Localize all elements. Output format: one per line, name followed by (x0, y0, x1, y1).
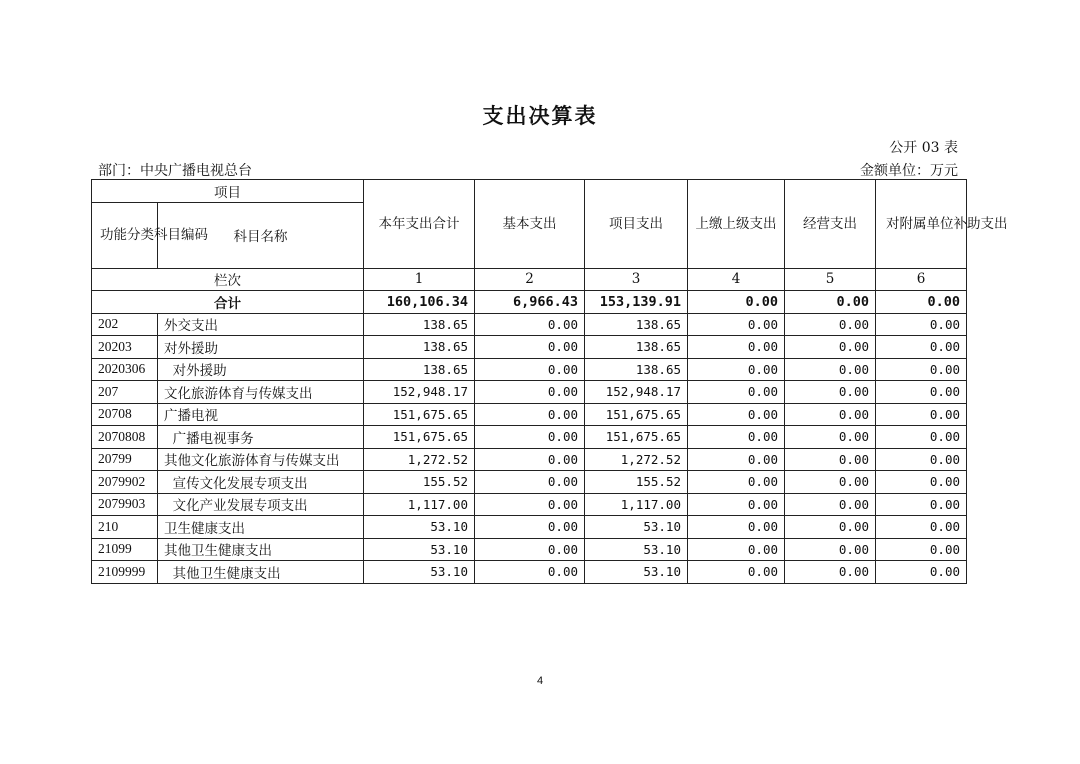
column-header: 项目支出 (585, 180, 688, 269)
amount-cell: 0.00 (475, 561, 585, 584)
subject-code: 20203 (92, 336, 158, 359)
table-row (92, 493, 967, 516)
amount-cell: 0.00 (785, 381, 876, 404)
amount-cell: 0.00 (475, 403, 585, 426)
amount-cell: 138.65 (364, 358, 475, 381)
total-label: 合计 (92, 291, 364, 314)
amount-cell: 0.00 (785, 561, 876, 584)
subject-code: 2079902 (92, 471, 158, 494)
amount-cell: 0.00 (688, 471, 785, 494)
amount-cell: 1,117.00 (585, 493, 688, 516)
amount-cell: 0.00 (876, 403, 967, 426)
amount-cell: 1,272.52 (585, 448, 688, 471)
page-title: 支出决算表 (482, 103, 598, 128)
column-number: 5 (785, 268, 876, 291)
amount-cell: 152,948.17 (364, 381, 475, 404)
amount-cell: 0.00 (876, 426, 967, 449)
column-header: 对附属单位补助支出 (876, 180, 967, 269)
column-header: 上缴上级支出 (688, 180, 785, 269)
subject-code: 20799 (92, 448, 158, 471)
amount-cell: 0.00 (876, 561, 967, 584)
amount-cell: 0.00 (688, 336, 785, 359)
amount-cell: 0.00 (876, 538, 967, 561)
amount-cell: 0.00 (475, 313, 585, 336)
amount-cell: 138.65 (585, 336, 688, 359)
amount-cell: 53.10 (585, 561, 688, 584)
amount-cell: 0.00 (688, 516, 785, 539)
total-value: 153,139.91 (585, 291, 688, 314)
row-index-label: 栏次 (92, 268, 364, 291)
amount-cell: 0.00 (688, 538, 785, 561)
table-row (92, 471, 967, 494)
subject-name: 对外援助 (158, 358, 364, 381)
subject-code: 20708 (92, 403, 158, 426)
subject-code: 21099 (92, 538, 158, 561)
amount-cell: 155.52 (364, 471, 475, 494)
item-group-header: 项目 (92, 180, 364, 203)
amount-cell: 53.10 (364, 561, 475, 584)
subject-code: 2070808 (92, 426, 158, 449)
subject-code: 2079903 (92, 493, 158, 516)
column-number: 3 (585, 268, 688, 291)
amount-cell: 0.00 (876, 336, 967, 359)
amount-cell: 53.10 (585, 538, 688, 561)
subject-code: 207 (92, 381, 158, 404)
total-row (92, 291, 967, 314)
amount-cell: 151,675.65 (585, 403, 688, 426)
amount-cell: 1,117.00 (364, 493, 475, 516)
amount-cell: 0.00 (785, 358, 876, 381)
amount-cell: 0.00 (785, 516, 876, 539)
amount-cell: 53.10 (585, 516, 688, 539)
amount-cell: 138.65 (364, 336, 475, 359)
amount-cell: 0.00 (785, 493, 876, 516)
amount-cell: 151,675.65 (585, 426, 688, 449)
subject-code: 202 (92, 313, 158, 336)
amount-cell: 0.00 (876, 358, 967, 381)
amount-cell: 152,948.17 (585, 381, 688, 404)
column-number: 6 (876, 268, 967, 291)
table-row (92, 426, 967, 449)
table-row (92, 381, 967, 404)
amount-cell: 0.00 (688, 426, 785, 449)
subject-code: 2109999 (92, 561, 158, 584)
amount-cell: 138.65 (585, 358, 688, 381)
table-row (92, 448, 967, 471)
amount-cell: 0.00 (475, 336, 585, 359)
amount-cell: 0.00 (688, 358, 785, 381)
amount-cell: 0.00 (876, 493, 967, 516)
amount-cell: 0.00 (785, 403, 876, 426)
table-row (92, 403, 967, 426)
amount-cell: 0.00 (876, 381, 967, 404)
total-value: 160,106.34 (364, 291, 475, 314)
amount-cell: 0.00 (688, 448, 785, 471)
page-number: 4 (536, 675, 544, 687)
expenditure-table (91, 179, 1008, 584)
amount-cell: 151,675.65 (364, 403, 475, 426)
table-row (92, 561, 967, 584)
amount-cell: 0.00 (475, 358, 585, 381)
amount-cell: 0.00 (475, 471, 585, 494)
column-header: 本年支出合计 (364, 180, 475, 269)
unit-label: 金额单位：万元 (860, 163, 958, 179)
subject-name: 卫生健康支出 (158, 516, 364, 539)
amount-cell: 0.00 (688, 403, 785, 426)
total-value: 0.00 (688, 291, 785, 314)
subject-name: 其他卫生健康支出 (158, 538, 364, 561)
subject-name: 外交支出 (158, 313, 364, 336)
code-header: 功能分类科目编码 (92, 202, 158, 268)
column-header: 经营支出 (785, 180, 876, 269)
form-number: 公开 03 表 (889, 140, 958, 156)
subject-name: 文化旅游体育与传媒支出 (158, 381, 364, 404)
amount-cell: 53.10 (364, 538, 475, 561)
column-number: 2 (475, 268, 585, 291)
subject-name: 宣传文化发展专项支出 (158, 471, 364, 494)
amount-cell: 1,272.52 (364, 448, 475, 471)
amount-cell: 0.00 (475, 493, 585, 516)
subject-name: 广播电视事务 (158, 426, 364, 449)
column-number: 1 (364, 268, 475, 291)
amount-cell: 151,675.65 (364, 426, 475, 449)
amount-cell: 0.00 (688, 561, 785, 584)
amount-cell: 0.00 (475, 538, 585, 561)
amount-cell: 53.10 (364, 516, 475, 539)
amount-cell: 0.00 (475, 381, 585, 404)
table-row (92, 516, 967, 539)
amount-cell: 0.00 (876, 448, 967, 471)
subject-name: 广播电视 (158, 403, 364, 426)
amount-cell: 138.65 (585, 313, 688, 336)
amount-cell: 0.00 (785, 538, 876, 561)
amount-cell: 0.00 (876, 516, 967, 539)
department-label: 部门：中央广播电视总台 (98, 163, 252, 179)
name-header: 科目名称 (158, 202, 364, 268)
amount-cell: 0.00 (475, 516, 585, 539)
total-value: 0.00 (785, 291, 876, 314)
amount-cell: 0.00 (475, 426, 585, 449)
column-number: 4 (688, 268, 785, 291)
table-row (92, 538, 967, 561)
amount-cell: 0.00 (785, 448, 876, 471)
amount-cell: 0.00 (876, 313, 967, 336)
subject-code: 210 (92, 516, 158, 539)
amount-cell: 0.00 (785, 426, 876, 449)
amount-cell: 138.65 (364, 313, 475, 336)
subject-name: 其他文化旅游体育与传媒支出 (158, 448, 364, 471)
subject-code: 2020306 (92, 358, 158, 381)
amount-cell: 0.00 (688, 313, 785, 336)
amount-cell: 155.52 (585, 471, 688, 494)
subject-name: 文化产业发展专项支出 (158, 493, 364, 516)
amount-cell: 0.00 (475, 448, 585, 471)
total-value: 6,966.43 (475, 291, 585, 314)
total-value: 0.00 (876, 291, 967, 314)
table-row (92, 313, 967, 336)
table-row (92, 358, 967, 381)
amount-cell: 0.00 (876, 471, 967, 494)
subject-name: 对外援助 (158, 336, 364, 359)
amount-cell: 0.00 (688, 381, 785, 404)
amount-cell: 0.00 (785, 313, 876, 336)
table-row (92, 336, 967, 359)
amount-cell: 0.00 (785, 336, 876, 359)
amount-cell: 0.00 (688, 493, 785, 516)
subject-name: 其他卫生健康支出 (158, 561, 364, 584)
amount-cell: 0.00 (785, 471, 876, 494)
column-header: 基本支出 (475, 180, 585, 269)
